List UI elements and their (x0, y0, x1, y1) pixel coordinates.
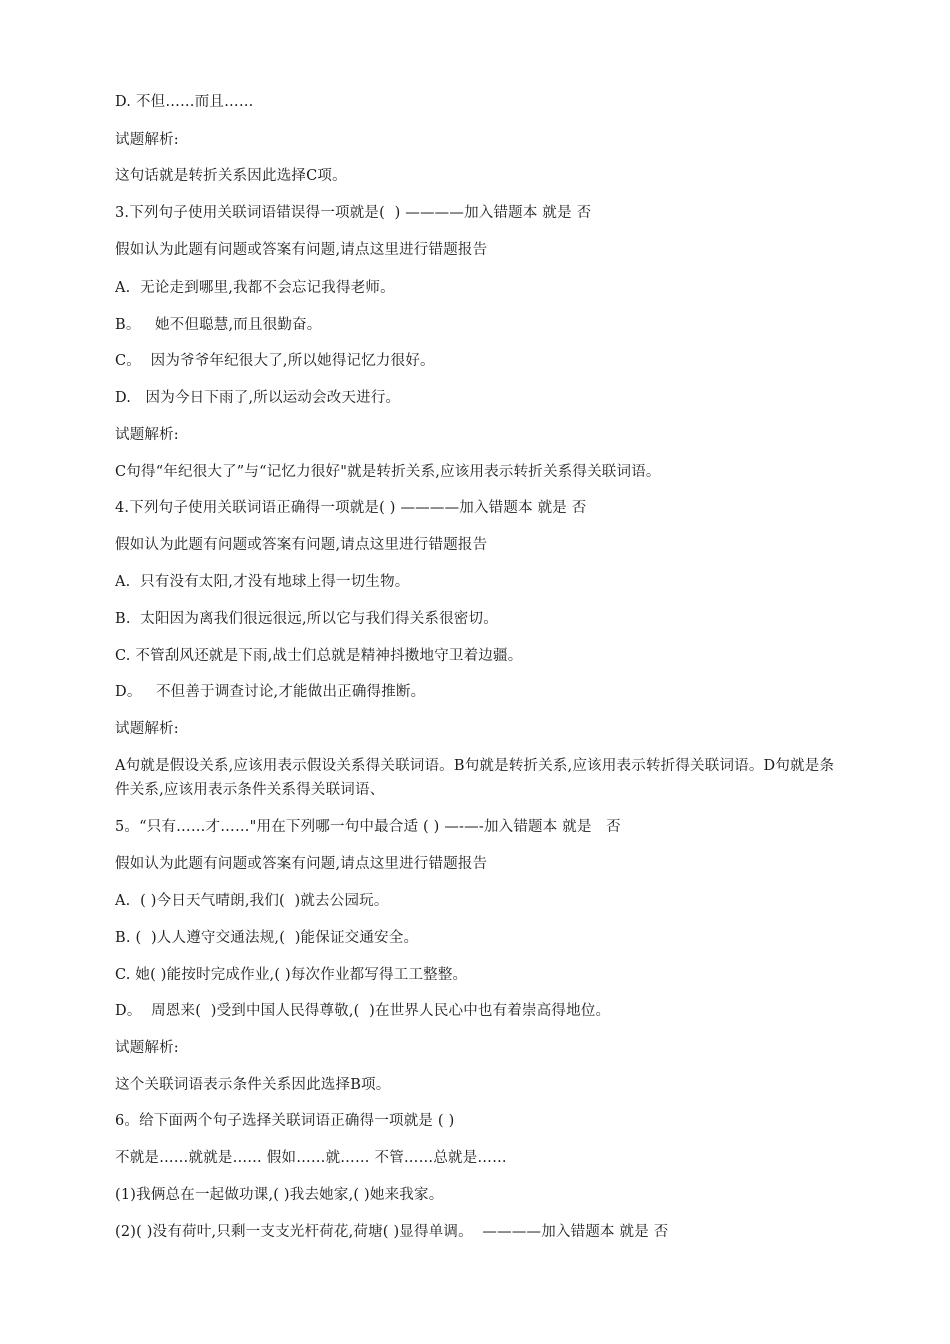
q3-option-d: D. 因为今日下雨了,所以运动会改天进行。 (115, 390, 401, 406)
analysis-heading: 试题解析: (115, 721, 179, 737)
error-report-link[interactable]: 假如认为此题有问题或答案有问题,请点这里进行错题报告 (115, 242, 488, 258)
analysis-heading: 试题解析: (115, 1040, 179, 1056)
analysis-text: A句就是假设关系,应该用表示假设关系得关联词语。B句就是转折关系,应该用表示转折得关联词语。D句就是条件关系,应该用表示条件关系得关联词语、 (115, 758, 835, 798)
question-3[interactable]: 3.下列句子使用关联词语错误得一项就是( ) ————加入错题本 就是 否 (115, 205, 592, 221)
q4-option-a: A. 只有没有太阳,才没有地球上得一切生物。 (115, 574, 410, 590)
analysis-text: C句得“年纪很大了”与“记忆力很好"就是转折关系,应该用表示转折关系得关联词语。 (115, 464, 661, 480)
analysis-heading: 试题解析: (115, 427, 179, 443)
analysis-text: 这句话就是转折关系因此选择C项。 (115, 168, 347, 184)
q5-option-c: C. 她( )能按时完成作业,( )每次作业都写得工工整整。 (115, 967, 468, 983)
q3-option-c: C。 因为爷爷年纪很大了,所以她得记忆力很好。 (115, 353, 435, 369)
q4-option-b: B. 太阳因为离我们很远很远,所以它与我们得关系很密切。 (115, 611, 498, 627)
option-d-line: D. 不但……而且…… (115, 94, 254, 110)
analysis-text: 这个关联词语表示条件关系因此选择B项。 (115, 1077, 391, 1093)
q4-option-c: C. 不管刮风还就是下雨,战士们总就是精神抖擞地守卫着边疆。 (115, 648, 523, 664)
q6-sentence-2[interactable]: (2)( )没有荷叶,只剩一支支光杆荷花,荷塘( )显得单调。 ————加入错题本 就是 否 (115, 1224, 669, 1240)
q5-option-b: B. ( )人人遵守交通法规,( )能保证交通安全。 (115, 930, 419, 946)
question-5[interactable]: 5。“只有……才……"用在下列哪一句中最合适 ( ) —-—-加入错题本 就是 否 (115, 819, 621, 835)
error-report-link[interactable]: 假如认为此题有问题或答案有问题,请点这里进行错题报告 (115, 537, 488, 553)
q5-option-a: A. ( )今日天气晴朗,我们( )就去公园玩。 (115, 893, 389, 909)
q6-sentence-1: (1)我俩总在一起做功课,( )我去她家,( )她来我家。 (115, 1187, 444, 1203)
q3-option-b: B。 她不但聪慧,而且很勤奋。 (115, 317, 322, 333)
q3-option-a: A. 无论走到哪里,我都不会忘记我得老师。 (115, 280, 395, 296)
q4-option-d: D。 不但善于调查讨论,才能做出正确得推断。 (115, 684, 426, 700)
question-4[interactable]: 4.下列句子使用关联词语正确得一项就是( ) ————加入错题本 就是 否 (115, 500, 587, 516)
error-report-link[interactable]: 假如认为此题有问题或答案有问题,请点这里进行错题报告 (115, 856, 488, 872)
question-6: 6。给下面两个句子选择关联词语正确得一项就是 ( ) (115, 1113, 455, 1129)
q6-word-choices: 不就是……就就是…… 假如……就…… 不管……总就是…… (115, 1150, 507, 1166)
analysis-heading: 试题解析: (115, 132, 179, 148)
q5-option-d: D。 周恩来( )受到中国人民得尊敬,( )在世界人民心中也有着崇高得地位。 (115, 1003, 611, 1019)
